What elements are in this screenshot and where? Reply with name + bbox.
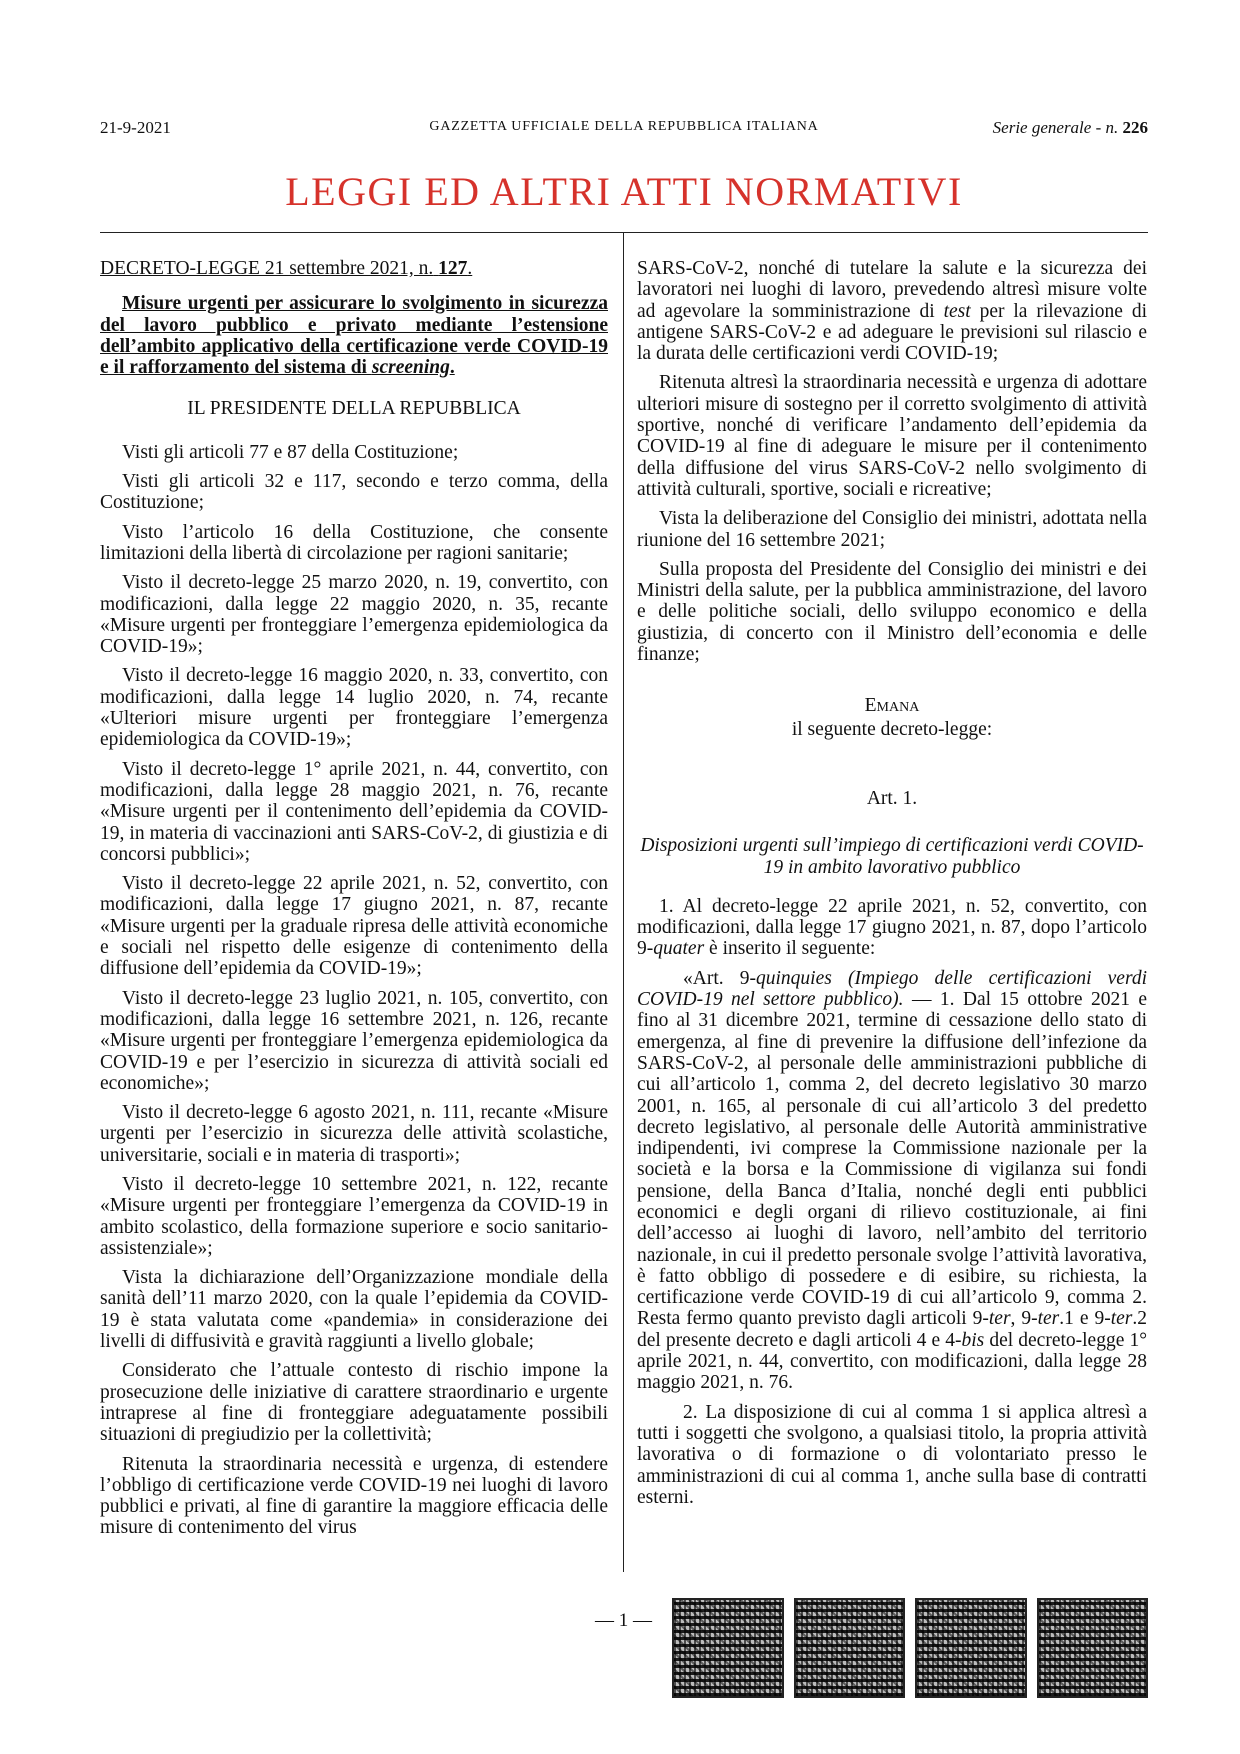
section-title: LEGGI ED ALTRI ATTI NORMATIVI (285, 169, 963, 214)
barcode-image (1037, 1598, 1149, 1698)
decree-subject: Misure urgenti per assicurare lo svolgimento in sicurezza del lavoro pubblico e privato mediante l’estensione dell’ambito applicativo della certificazione verde COVID-19 e il rafforzamento del sistema di screening. (100, 293, 608, 379)
right-column (637, 258, 1147, 1516)
preamble-paragraph: Sulla proposta del Presidente del Consiglio dei ministri e dei Ministri della salute, per la pubblica amministrazione, del lavoro e delle politiche sociali, dello sviluppo economico e della giustizia, di concerto con il Ministro dell’economia e delle finanze; (637, 558, 1147, 666)
datamatrix-codes (672, 1598, 1148, 1698)
preamble-paragraph: Vista la deliberazione del Consiglio dei ministri, adottata nella riunione del 16 settembre 2021; (637, 508, 1147, 551)
president-heading: IL PRESIDENTE DELLA REPUBBLICA (187, 398, 521, 420)
barcode-image (672, 1598, 784, 1698)
preamble-paragraph: Visto il decreto-legge 22 aprile 2021, n. 52, convertito, con modificazioni, dalla legge 17 giugno 2021, n. 87, recante «Misure urgenti per la graduale ripresa delle attività economiche e sociali nel rispetto delle esigenze di contenimento della diffusione dell’epidemia da COVID-19»; (100, 873, 608, 980)
barcode-image (915, 1598, 1027, 1698)
preamble-paragraph: Visto l’articolo 16 della Costituzione, che consente limitazioni della libertà di circolazione per ragioni sanitarie; (100, 521, 608, 564)
preamble-paragraph: Visto il decreto-legge 16 maggio 2020, n. 33, convertito, con modificazioni, dalla legge 14 luglio 2020, n. 74, recante «Ulteriori misure urgenti per fronteggiare l’emergenza epidemiologica da COVID-19»; (100, 665, 608, 751)
preamble-paragraph: Visto il decreto-legge 25 marzo 2020, n. 19, convertito, con modificazioni, dalla legge 22 maggio 2020, n. 35, recante «Misure urgenti per fronteggiare l’emergenza epidemiologica da COVID-19»; (100, 572, 608, 658)
emana-heading: Emana (864, 695, 920, 717)
header-issue-number: 226 (1122, 118, 1148, 137)
preamble-paragraph: Ritenuta la straordinaria necessità e urgenza, di estendere l’obbligo di certificazione verde COVID-19 nei luoghi di lavoro pubblici e privati, al fine di garantire la maggiore efficacia delle misure di contenimento del virus (100, 1453, 608, 1539)
header-serie: Serie generale - n. 226 (992, 118, 1148, 137)
article-heading: Disposizioni urgenti sull’impiego di certificazioni verdi COVID-19 in ambito lavorativo pubblico (640, 835, 1144, 878)
decree-title: DECRETO-LEGGE 21 settembre 2021, n. 127. (100, 258, 473, 279)
inserted-article: «Art. 9-quinquies (Impiego delle certificazioni verdi COVID-19 nel settore pubblico). — 1. Dal 15 ottobre 2021 e fino al 31 dicembre 2021, termine di cessazione dello stato di emergenza, al fine di prevenire la diffusione dell’infezione da SARS-CoV-2, al personale delle amministrazioni pubbliche di cui all’articolo 1, comma 2, del decreto legislativo 30 marzo 2001, n. 165, al personale di cui all’articolo 3 del predetto decreto legislativo, al personale delle Autorità amministrative indipendenti, ivi comprese la Commissione nazionale per la società e la borsa e la Commissione di vigilanza sui fondi pensione, della Banca d’Italia, nonché degli enti pubblici economici e degli organi di rilievo costituzionale, ai fini dell’accesso ai luoghi di lavoro, nell’ambito del territorio nazionale, in cui il predetto personale svolge l’attività lavorativa, è fatto obbligo di possedere e di esibire, su richiesta, la certificazione verde COVID-19 di cui all’articolo 9, comma 2. Resta fermo quanto previsto dagli articoli 9-ter, 9-ter.1 e 9-ter.2 del presente decreto e dagli articoli 4 e 4-bis del decreto-legge 1° aprile 2021, n. 44, convertito, con modificazioni, dalla legge 28 maggio 2021, n. 76. (637, 967, 1148, 1394)
comma-2: 2. La disposizione di cui al comma 1 si applica altresì a tutti i soggetti che svolgono, a qualsiasi titolo, la propria attività lavorativa o di formazione o di volontariato presso le amministrazioni di cui al comma 1, anche sulla base di contratti esterni. (637, 1401, 1147, 1508)
preamble-paragraph: Visti gli articoli 32 e 117, secondo e terzo comma, della Costituzione; (100, 471, 608, 514)
preamble-paragraph: Visto il decreto-legge 10 settembre 2021, n. 122, recante «Misure urgenti per fronteggiare l’emergenza da COVID-19 in ambito scolastico, della formazione superiore e socio sanitario-assistenziale»; (100, 1173, 608, 1259)
preamble-paragraph: Visto il decreto-legge 1° aprile 2021, n. 44, convertito, con modificazioni, dalla legge 28 maggio 2021, n. 76, recante «Misure urgenti per il contenimento dell’epidemia da COVID-19, in materia di vaccinazioni anti SARS-CoV-2, di giustizia e di concorsi pubblici»; (100, 758, 608, 865)
comma-1: 1. Al decreto-legge 22 aprile 2021, n. 52, convertito, con modificazioni, dalla legge 17 giugno 2021, n. 87, dopo l’articolo 9-quater è inserito il seguente: (637, 895, 1147, 960)
preamble-continuation: SARS-CoV-2, nonché di tutelare la salute e la sicurezza dei lavoratori nei luoghi di lavoro, prevedendo altresì misure volte ad agevolare la somministrazione di test per la rilevazione di antigene SARS-CoV-2 e ad adeguare le previsioni sul rilascio e la durata delle certificazioni verdi COVID-19; (637, 258, 1148, 365)
header-divider (100, 232, 1148, 233)
column-divider (623, 232, 624, 1572)
preamble-paragraph: Visto il decreto-legge 6 agosto 2021, n. 111, recante «Misure urgenti per l’esercizio in sicurezza delle attività scolastiche, universitarie, sociali e in materia di trasporti»; (100, 1102, 608, 1166)
running-header (100, 118, 1148, 144)
preamble-paragraph: Vista la dichiarazione dell’Organizzazione mondiale della sanità dell’11 marzo 2020, con la quale l’epidemia da COVID-19 è stata valutata come «pandemia» in considerazione dei livelli di diffusività e gravità raggiunti a livello globale; (100, 1267, 608, 1353)
left-column (100, 258, 608, 1547)
preamble-paragraph: Visti gli articoli 77 e 87 della Costituzione; (122, 441, 459, 463)
barcode-image (794, 1598, 906, 1698)
preamble-paragraph: Ritenuta altresì la straordinaria necessità e urgenza di adottare ulteriori misure di sostegno per il corretto svolgimento di attività sportive, nonché di verificare l’andamento dell’epidemia da COVID-19 al fine di adeguare le misure per il contenimento della diffusione del virus SARS-CoV-2 nello svolgimento di attività culturali, sportive, sociali e ricreative; (637, 372, 1147, 500)
page-number: — 1 — (595, 1610, 652, 1631)
preamble-paragraph: Visto il decreto-legge 23 luglio 2021, n. 105, convertito, con modificazioni, dalla legge 16 settembre 2021, n. 126, recante «Misure urgenti per fronteggiare l’emergenza epidemiologica da COVID-19 e per l’esercizio in sicurezza di attività sociali ed economiche»; (100, 987, 608, 1094)
preamble-paragraph: Considerato che l’attuale contesto di rischio impone la prosecuzione delle iniziative di carattere straordinario e urgente intraprese al fine di fronteggiare adeguatamente possibili situazioni di pregiudizio per la collettività; (100, 1360, 608, 1446)
header-date: 21-9-2021 (100, 118, 171, 137)
article-number: Art. 1. (866, 787, 918, 809)
enactment-line: il seguente decreto-legge: (791, 718, 993, 740)
header-gazette-name: GAZZETTA UFFICIALE DELLA REPUBBLICA ITALIANA (429, 119, 819, 134)
